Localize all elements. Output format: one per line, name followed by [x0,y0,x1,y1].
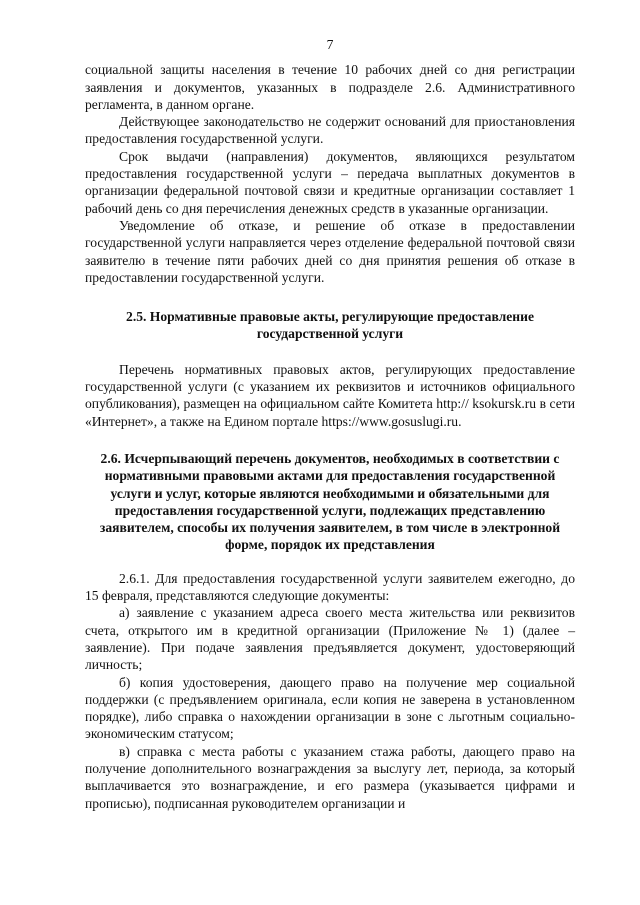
paragraph-refusal-notice: Уведомление об отказе, и решение об отказе в предоставлении государственной услуги направляется через отделение федеральной почтовой связи заявителю в течение пяти рабочих дней со дня принятия решения об отказе в предоставлении государственной услуги. [85,217,575,285]
section-2-6-1-intro: 2.6.1. Для предоставления государственной услуги заявителем ежегодно, до 15 февраля, представляются следующие документы: [85,570,575,604]
paragraph-no-grounds: Действующее законодательство не содержит оснований для приостановления предоставления государственной услуги. [85,114,575,147]
page-number: 7 [326,37,334,52]
paragraph-issuance-term: Срок выдачи (направления) документов, являющихся результатом предоставления государственной услуги – передача выплатных документов в организации федеральной почтовой связи и кредитные организации составляет 1 рабочий день со дня перечисления денежных средств в указанные организации. [85,148,575,216]
section-2-5-heading: 2.5. Нормативные правовые акты, регулирующие предоставление государственной услуги [126,309,534,342]
paragraph-continuation: социальной защиты населения в течение 10 рабочих дней со дня регистрации заявления и документов, указанных в подразделе 2.6. Административного регламента, в данном органе. [85,62,575,112]
list-item-v: в) справка с места работы с указанием стажа работы, дающего право на получение дополнительного вознаграждения за выслугу лет, периода, за который выплачивается это вознаграждение, и его размера (указывается цифрами и прописью), подписанная руководителем организации и [85,743,575,811]
list-item-a: а) заявление с указанием адреса своего места жительства или реквизитов счета, открытого им в кредитной организации (Приложение № 1) (далее – заявление). При подаче заявления предъявляется документ, удостоверяющий личность; [85,605,575,673]
document-page [85,36,575,812]
section-2-5-text: Перечень нормативных правовых актов, регулирующих предоставление государственной услуги (с указанием их реквизитов и источников официального опубликования), размещен на официальном сайте Комитета http:// ksokursk.ru в сети «Интернет», а также на Едином портале https://www.gosuslugi.ru. [85,361,575,429]
section-2-6-heading: 2.6. Исчерпывающий перечень документов, необходимых в соответствии с нормативными правовыми актами для предоставления государственной услуги и услуг, которые являются необходимыми и обязательными для предоставления государственной услуги, подлежащих представлению заявителем, способы их получения заявителем, в том числе в электронной форме, порядок их представления [99,450,561,553]
list-item-b: б) копия удостоверения, дающего право на получение мер социальной поддержки (с предъявлением оригинала, если копия не заверена в установленном порядке), либо справка о нахождении организации в зоне с льготным социально-экономическим статусом; [85,674,575,742]
